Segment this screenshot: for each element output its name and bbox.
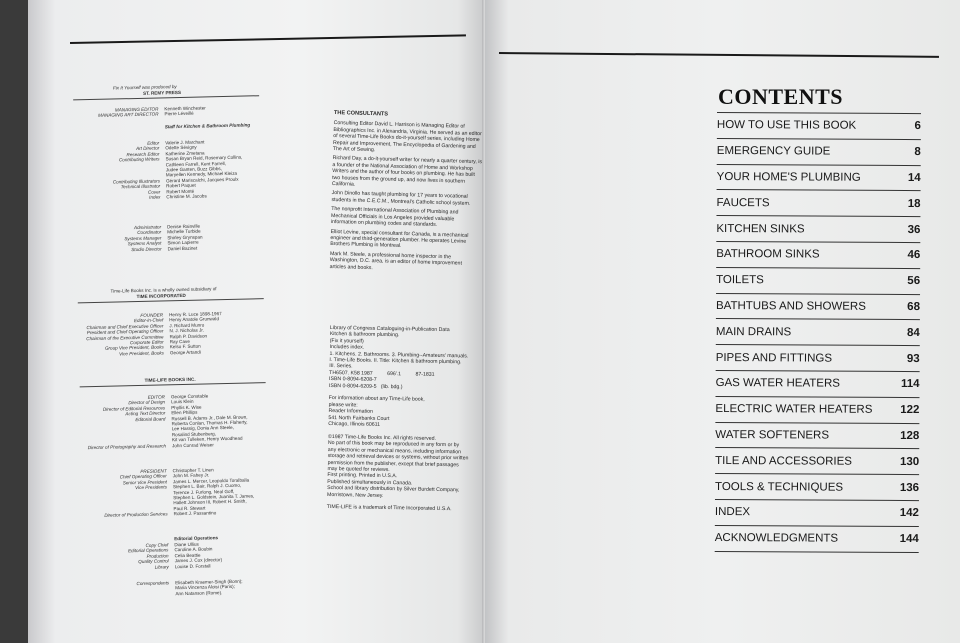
credit-name: Caroline A. Boubin (174, 546, 213, 553)
cip-line: (Fix it yourself) (329, 337, 364, 345)
credit-name: Ralph P. Davidson (169, 333, 208, 339)
credit-name: Roberta Conlan, Thomas H. Flaherty, (171, 419, 248, 427)
credit-name: Terence J. Furlong, Neal Goff, (173, 488, 235, 495)
toc-entry[interactable] (716, 215, 920, 242)
credit-role: Corporate Editor (129, 339, 164, 346)
credit-role: Copy Chief (145, 542, 169, 548)
toc-entry-page: 144 (899, 533, 919, 546)
toc-entry-label: PIPES AND FITTINGS (715, 351, 833, 365)
toc-entry-page: 93 (906, 352, 920, 365)
toc-entry-label: EMERGENCY GUIDE (716, 145, 831, 158)
credit-name: George Artandi (169, 349, 201, 356)
credits-block-editors (58, 104, 258, 119)
cip-line: School and library distribution by Silver Burdett Company, (327, 485, 460, 494)
credit-name: Valerie J. Marchant (165, 139, 205, 146)
right-top-rule (499, 52, 939, 58)
credit-name: Louis Klein (171, 399, 194, 405)
credit-name: Henry Anatole Grunwald (169, 316, 220, 323)
toc-entry[interactable] (716, 267, 920, 294)
credit-name: Ann Natanson (Rome). (175, 589, 223, 597)
cip-line: permission from the publisher, except that brief passages (327, 459, 459, 468)
credit-role: Library (154, 563, 169, 570)
cip-line: ©1987 Time-Life Books Inc. All rights reserved. (327, 433, 437, 442)
cip-line: please write: (328, 401, 358, 409)
credit-name: James L. Mercer, Leopoldo Toralballa (172, 477, 250, 485)
credit-name: Kelso F. Sutton (169, 344, 201, 350)
credits-block-staff (59, 138, 260, 202)
credit-name: Henry R. Luce 1898-1967 (169, 311, 222, 318)
consultants-heading: THE CONSULTANTS (333, 110, 389, 118)
credit-role: Group Vice President, Books (104, 344, 164, 352)
toc-entry[interactable] (715, 396, 919, 423)
credit-role: Production (146, 553, 169, 559)
toc-entry[interactable] (715, 525, 919, 552)
credit-name: Hallett Johnson III, Robert H. Smith, (173, 499, 247, 506)
credit-role: Editor (147, 140, 160, 146)
toc-entry-page: 36 (907, 223, 921, 236)
cip-line: TH6507. K58 1987 696'.1 87-1831 (329, 369, 435, 378)
cip-line: any electronic or mechanical means, including information (327, 446, 462, 455)
credit-role: Technical Illustrator (120, 183, 161, 190)
toc-entry-label: HOW TO USE THIS BOOK (716, 119, 857, 133)
credit-role: Administrator (133, 224, 162, 231)
credit-role: Quality Control (138, 558, 169, 565)
credit-name: Phyllis K. Wise (171, 404, 202, 411)
toc-entry-label: BATHTUBS AND SHOWERS (715, 299, 866, 313)
credit-name: Ray Cave (169, 338, 190, 345)
credit-role: Systems Manager (124, 235, 162, 242)
credit-name: Judee Ganten, Buzz Gibbs, (165, 166, 223, 173)
credit-name: Robert Paquet (166, 182, 196, 189)
divider (78, 298, 264, 303)
credit-name: Diane Ullius (174, 541, 199, 548)
toc-entry-page: 14 (907, 171, 921, 185)
credit-role: Editorial Board (135, 416, 166, 422)
cip-line: ISBN 0-8094-6209-5 (lib. bdg.) (328, 382, 403, 390)
credit-name: Stephen L. Bair, Ralph J. Cuomo, (172, 482, 242, 490)
toc-entry[interactable] (716, 318, 920, 345)
credit-name: Maria Vincenza Aloisi (Paris); (175, 584, 235, 591)
credit-name: George Constable (170, 393, 209, 400)
credit-name: Michelle Turbide (167, 228, 201, 235)
toc-entry-label: TOOLS & TECHNIQUES (715, 480, 844, 494)
credit-role: Vice President, Books (119, 350, 164, 357)
credits-block-time-inc (63, 310, 264, 358)
cip-line: Morristown, New Jersey. (326, 491, 384, 499)
credit-name: Kit van Tulleken, Henry Woodhead (171, 435, 243, 443)
credit-role: Correspondents (136, 580, 170, 587)
credit-role: Chairman of the Executive Committee (86, 334, 164, 341)
toc-entry[interactable] (717, 138, 921, 165)
toc-entry-page: 8 (914, 146, 921, 159)
credit-role (69, 591, 175, 599)
cip-line: III. Series. (329, 363, 353, 370)
staff-for-heading: Staff for Kitchen & Bathroom Plumbing (164, 122, 251, 130)
credits-block-ed-ops (68, 540, 269, 572)
credits-block-admin (61, 222, 262, 254)
credit-name: Lee Hassig, Donia Ann Steele, (171, 425, 235, 432)
credit-name: Kenneth Winchester (164, 105, 206, 112)
credit-role: Director of Photography and Research (87, 443, 167, 450)
toc-entry-page: 56 (907, 275, 921, 288)
credit-name: Robert Monté (166, 188, 195, 194)
credit-name: Christopher T. Linen (172, 467, 214, 474)
time-inc-heading: TIME INCORPORATED (136, 292, 186, 300)
toc-entry-page: 122 (900, 404, 920, 417)
tlb-heading: TIME-LIFE BOOKS INC. (144, 376, 196, 383)
toc-entry-label: KITCHEN SINKS (716, 222, 805, 236)
credit-role: Index (149, 194, 161, 200)
cip-line: 1. Kitchens. 2. Bathrooms. 3. Plumbing--Amateurs' manuals. (329, 350, 469, 360)
subsidiary-text: Time-Life Books Inc. is a wholly owned subsidiary of (110, 286, 217, 294)
credit-role: Editor-in-Chief (133, 317, 164, 324)
credit-name: Russell B. Adams Jr., Dale M. Brown, (171, 414, 248, 421)
credits-block-officers (67, 466, 268, 519)
toc-entry-page: 142 (899, 507, 919, 520)
credit-role: Research Editor (126, 151, 160, 158)
credit-role: Chief Operating Officer (119, 473, 167, 480)
divider (80, 382, 266, 387)
toc-entry-label: WATER SOFTENERS (715, 428, 830, 442)
credit-name: Shirley Grynspan (167, 234, 203, 241)
toc-entry[interactable] (716, 189, 920, 216)
consultant-para: Richard Day, a do-it-yourself writer for nearly a quarter century, is a founder of the National Association of Home and Workshop Writers and the author of four books on plumbing. He has built two houses from the ground up, and now lives in southern California. (331, 155, 483, 188)
credit-role: Coordinator (137, 229, 162, 236)
credit-name: Odette Sévigny (165, 145, 197, 151)
credit-name: Susan Bryan Reid, Rosemary Collins, (165, 154, 243, 162)
toc-entry-page: 6 (914, 120, 921, 133)
credit-role: EDITOR (147, 394, 165, 400)
credit-name: Celia Beattie (174, 552, 201, 559)
cip-line: Published simultaneously in Canada. (327, 478, 413, 487)
toc-entry-label: TOILETS (716, 274, 764, 287)
toc-entry-page: 84 (907, 326, 920, 339)
credit-name: N. J. Nicholas Jr. (169, 327, 204, 334)
credit-name: J. Richard Munro (169, 322, 205, 329)
toc-entry-label: ACKNOWLEDGMENTS (714, 532, 839, 545)
cip-line: Library of Congress Cataloguing-in-Publication Data (329, 325, 450, 334)
cip-line: Kitchen & bathroom plumbing. (329, 331, 400, 339)
credit-name: Maryellen Kennedy, Michael Kleiza (165, 171, 238, 178)
toc-entry-page: 46 (907, 249, 921, 262)
credit-name: Gérard Mariscalchi, Jacques Proulx (165, 176, 239, 184)
credit-role: Art Director (136, 145, 160, 152)
credit-name: Pierre Léveillé (164, 111, 194, 117)
toc-entry-label: FAUCETS (716, 196, 770, 210)
credit-name: John M. Fahey Jr. (172, 472, 210, 479)
cip-line: For information about any Time-Life book, (328, 395, 425, 404)
toc-entry-page: 18 (907, 197, 921, 210)
credit-name: Cathleen Farrell, Kent Farrell, (165, 160, 226, 167)
credit-name: Denise Rainville (167, 223, 201, 230)
credit-name: Louise D. Forstall (174, 563, 211, 569)
toc-entry[interactable] (715, 473, 919, 500)
credit-name: Robert J. Passantino (173, 510, 217, 517)
toc-entry[interactable] (716, 370, 920, 397)
credit-name: Paul R. Stewart (173, 505, 206, 512)
cip-line: ISBN 0-8094-6208-7 (329, 376, 377, 384)
cip-line: storage and retrieval devices or systems, without prior written (327, 453, 469, 462)
cip-line: Includes index. (329, 344, 365, 351)
credit-role: Director of Production Services (104, 511, 168, 519)
cip-line: First printing. Printed in U.S.A. (327, 472, 398, 480)
toc-entry-label: BATHROOM SINKS (716, 248, 820, 261)
credit-role: Chairman and Chief Executive Officer (86, 323, 164, 330)
credit-name: James J. Cox (director) (174, 557, 223, 564)
credits-column (28, 0, 281, 643)
credit-role: Studio Director (131, 246, 162, 252)
consultant-para: John Dinollo has taught plumbing for 17 years to vocational students in the C.E.C.M., Montreal's Catholic school system. (331, 190, 471, 207)
toc-entry-page: 128 (900, 429, 920, 443)
toc-entry[interactable] (716, 241, 920, 268)
credit-role: Acting Text Director (125, 410, 166, 417)
toc-entry-label: MAIN DRAINS (715, 325, 792, 339)
toc-entry-page: 136 (899, 481, 920, 494)
credit-role: Systems Analyst (127, 240, 162, 247)
toc-entry-page: 68 (907, 300, 921, 314)
toc-entry[interactable] (715, 447, 919, 474)
credit-role: Director of Design (128, 399, 166, 406)
credit-role: MANAGING EDITOR (114, 106, 159, 113)
toc-entry-label: TILE AND ACCESSORIES (715, 454, 852, 468)
credit-role: Senior Vice President (122, 479, 167, 486)
credit-role: Contributing Writers (118, 156, 160, 163)
cip-line: I. Time-Life Books. II. Title: Kitchen & bathroom plumbing. (329, 357, 462, 366)
toc-entry-page: 130 (899, 455, 920, 468)
cip-line: Reader Information (328, 408, 373, 416)
credit-name: Elisabeth Kraemer-Singh (Bonn); (175, 578, 243, 586)
consultant-para: Elliot Levine, special consultant for Canada, is a mechanical engineer and third-generation plumber. He operates Levine Brothers Plumbing in Montreal. (330, 228, 469, 250)
right-page (485, 0, 960, 643)
credit-role: Cover (147, 189, 161, 195)
credit-role: Editorial Operations (128, 547, 169, 554)
credit-role: PRESIDENT (140, 468, 167, 474)
credit-role: President and Chief Operating Officer (86, 328, 164, 336)
credit-role: FOUNDER (140, 312, 164, 318)
credit-name: John Conrad Weiser (171, 441, 214, 448)
toc-entry-label: ELECTRIC WATER HEATERS (715, 403, 873, 416)
ed-ops-heading: Editorial Operations (174, 535, 219, 542)
credit-name: Christine M. Jacobs (166, 193, 207, 200)
credit-role: Contributing Illustrators (112, 178, 161, 185)
toc-entry[interactable] (717, 112, 921, 139)
cip-line: No part of this book may be reproduced in any form or by (327, 440, 460, 449)
contents-title: CONTENTS (718, 84, 844, 109)
consultant-para: Consulting Editor David L. Harrison is Managing Editor of Bibliographics Inc. in Alexandria, Virginia. He served as an editor of several Time-Life Books do-it-yourself series, including Home Repair and Improvement, The Encyclopedia of Gardening and The Art of Sewing. (332, 120, 482, 154)
credit-name: Simon Lapierre (167, 239, 199, 246)
toc-entry-label: GAS WATER HEATERS (715, 377, 840, 391)
credit-name: Stephen L. Goldstein, Juanita T. James, (173, 493, 255, 501)
cip-line: TIME-LIFE is a trademark of Time Incorporated U.S.A. (326, 504, 452, 513)
credit-name: Rosalind Stubenberg, (171, 431, 217, 438)
credit-role: Vice Presidents (135, 484, 168, 491)
toc-entry[interactable] (715, 499, 919, 526)
consultant-para: The nonprofit International Association of Plumbing and Mechanical Officials in Los Angeles provided valuable information on plumbing codes and standards. (330, 206, 459, 229)
cip-data-block (327, 325, 480, 513)
consultants-section (329, 110, 483, 277)
toc-entry[interactable] (715, 422, 919, 449)
cip-line: Chicago, Illinois 60611 (328, 421, 381, 428)
left-page (28, 0, 485, 643)
toc-entry[interactable] (717, 164, 921, 191)
produced-by-text: Fix It Yourself was produced by (112, 84, 177, 91)
credit-name: Katherine Zmetana (165, 150, 205, 157)
credit-name: Daniel Bazinet (167, 245, 198, 251)
toc-entry[interactable] (716, 293, 920, 320)
credits-block-tlb (65, 392, 266, 451)
press-name: ST. REMY PRESS (142, 89, 182, 96)
toc-entry-label: INDEX (714, 506, 751, 519)
contents-list (715, 112, 921, 553)
divider (73, 95, 259, 100)
cip-line: may be quoted for reviews. (327, 465, 390, 473)
toc-entry-page: 114 (900, 378, 920, 391)
toc-entry-label: YOUR HOME'S PLUMBING (716, 170, 861, 184)
credit-name: Ellen Phillips (171, 409, 198, 416)
credits-block-correspondents (69, 578, 269, 599)
toc-entry[interactable] (716, 344, 920, 371)
credit-role: Director of Editorial Resources (102, 405, 166, 412)
credit-role: MANAGING ART DIRECTOR (98, 111, 159, 119)
consultant-para: Mark M. Steele, a professional home inspector in the Washington, D.C. area, is an editor of home improvement articles and books. (329, 250, 462, 271)
cip-line: 541 North Fairbanks Court (328, 414, 390, 422)
